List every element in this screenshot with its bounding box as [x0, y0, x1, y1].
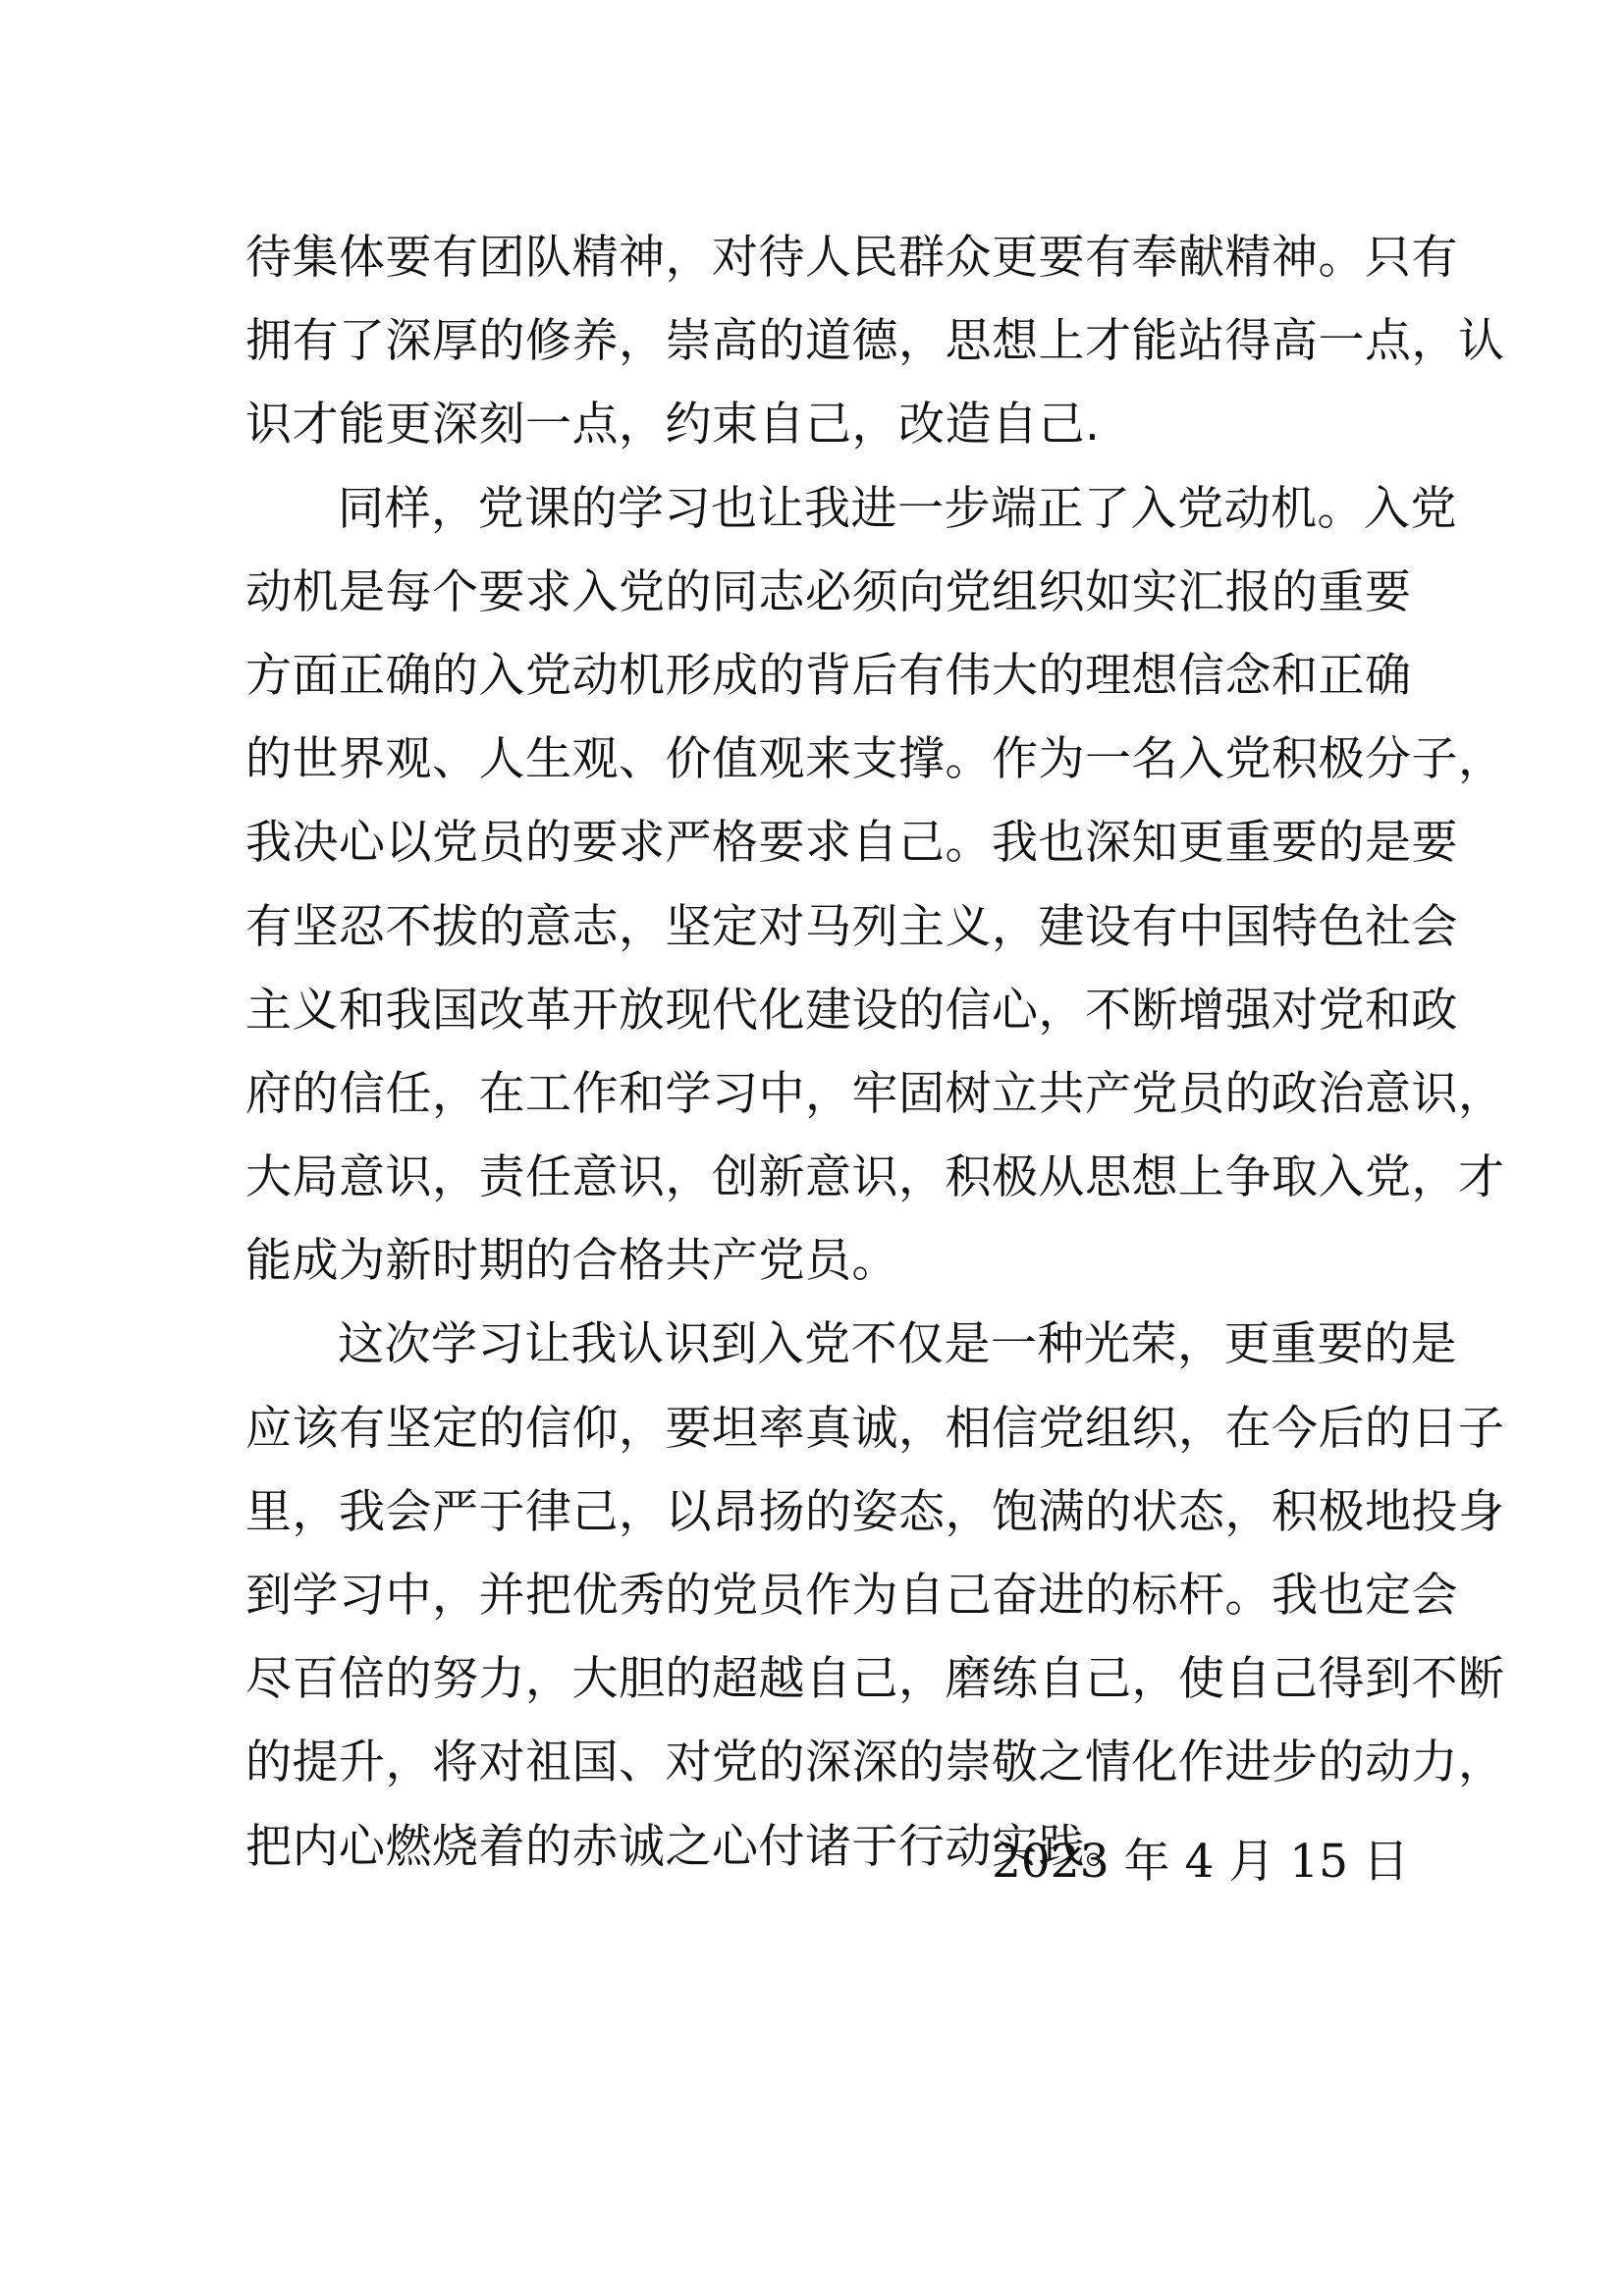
text-line: 主义和我国改革开放现代化建设的信心，不断增强对党和政: [245, 983, 1458, 1038]
document-date: 2023 年 4 月 15 日: [992, 1835, 1410, 1889]
text-line: 大局意识，责任意识，创新意识，积极从思想上争取入党，才: [245, 1150, 1505, 1205]
text-line: 能成为新时期的合格共产党员。: [245, 1234, 898, 1289]
text-line: 方面正确的入党动机形成的背后有伟大的理想信念和正确: [245, 648, 1412, 703]
text-line: 识才能更深刻一点，约束自己，改造自己.: [245, 398, 1101, 453]
text-line: 府的信任，在工作和学习中，牢固树立共产党员的政治意识，: [245, 1066, 1505, 1121]
text-line: 我决心以党员的要求严格要求自己。我也深知更重要的是要: [245, 816, 1458, 871]
text-line: 尽百倍的努力，大胆的超越自己，磨练自己，使自己得到不断: [245, 1652, 1505, 1707]
text-line: 同样，党课的学习也让我进一步端正了入党动机。入党: [338, 481, 1457, 536]
text-line: 到学习中，并把优秀的党员作为自己奋进的标杆。我也定会: [245, 1569, 1458, 1623]
text-line: 动机是每个要求入党的同志必须向党组织如实汇报的重要: [245, 564, 1412, 619]
text-line: 有坚忍不拔的意志，坚定对马列主义，建设有中国特色社会: [245, 899, 1458, 954]
text-line: 应该有坚定的信仰，要坦率真诚，相信党组织，在今后的日子: [245, 1401, 1505, 1456]
document-body: [245, 216, 1505, 1889]
text-line: 这次学习让我认识到入党不仅是一种光荣，更重要的是: [338, 1317, 1457, 1372]
text-line: 拥有了深厚的修养，崇高的道德，思想上才能站得高一点，认: [245, 314, 1505, 369]
text-line: 里，我会严于律己，以昂扬的姿态，饱满的状态，积极地投身: [245, 1484, 1505, 1539]
text-line: 待集体要有团队精神，对待人民群众更要有奉献精神。只有: [245, 231, 1458, 285]
text-line: 把内心燃烧着的赤诚之心付诸于行动实践。: [245, 1819, 1132, 1874]
text-line: 的世界观、人生观、价值观来支撑。作为一名入党积极分子，: [245, 732, 1505, 787]
text-line: 的提升，将对祖国、对党的深深的崇敬之情化作进步的动力，: [245, 1735, 1505, 1790]
